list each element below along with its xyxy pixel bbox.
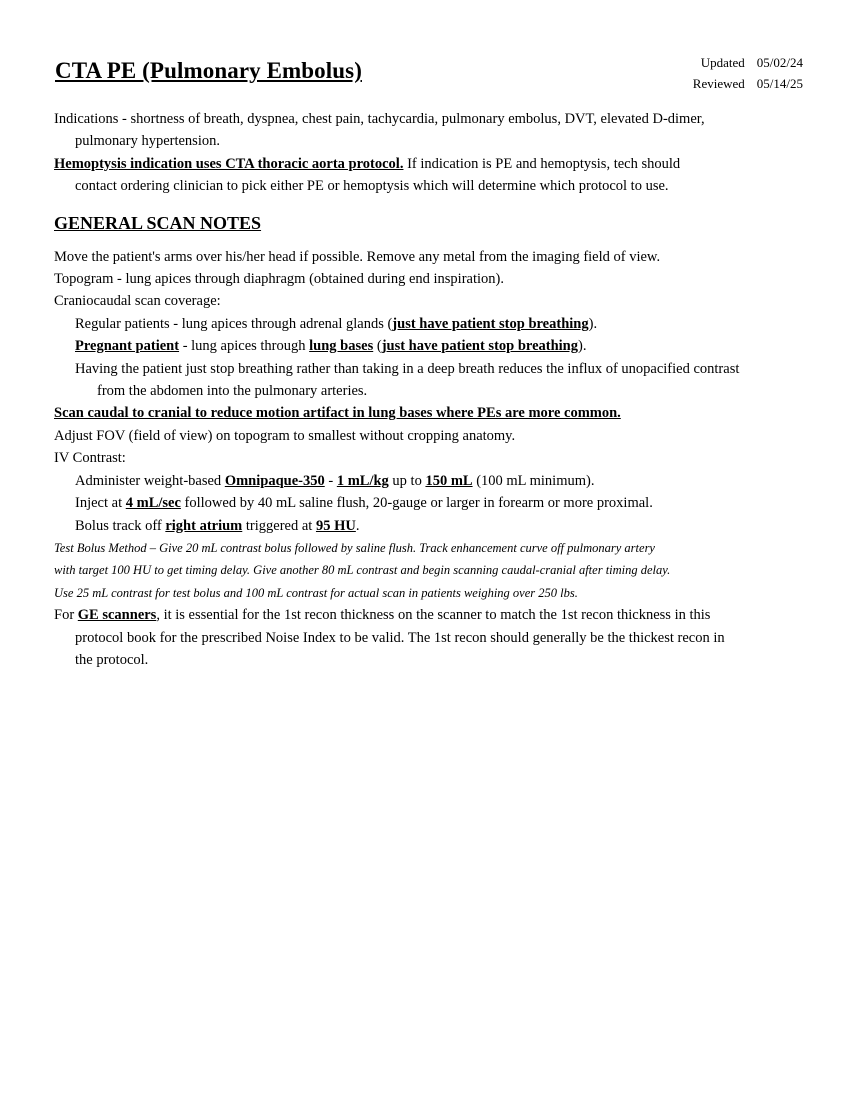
hemoptysis-line-1 <box>54 153 804 175</box>
lung-bases-emphasis: lung bases <box>309 338 374 355</box>
hemoptysis-emphasis: Hemoptysis indication uses CTA thoracic aorta protocol. <box>54 155 404 172</box>
reviewed-label: Reviewed <box>692 76 745 91</box>
inject-rate: 4 mL/sec <box>125 495 181 512</box>
regular-end: ). <box>588 315 598 332</box>
reviewed-row <box>675 73 803 94</box>
hemoptysis-line-2: contact ordering clinician to pick either PE or hemoptysis which will determine which protocol to use. <box>75 178 669 195</box>
updated-label: Updated <box>700 55 745 70</box>
pregnant-text: - lung apices through <box>179 338 310 355</box>
breathing-note-line-2: from the abdomen into the pulmonary arteries. <box>97 383 368 400</box>
iv-contrast-heading: IV Contrast: <box>54 450 126 467</box>
bolus-text: Bolus track off <box>75 517 166 534</box>
ge-scanners-line-2: protocol book for the prescribed Noise Index to be valid. The 1st recon should generally be the thickest recon in <box>75 629 725 646</box>
ge-scanners-line-3: the protocol. <box>75 651 149 668</box>
contrast-agent: Omnipaque-350 <box>224 472 325 489</box>
topogram-note: Topogram - lung apices through diaphragm (obtained during end inspiration). <box>54 271 504 288</box>
ge-text: For <box>54 607 78 624</box>
section-heading: GENERAL SCAN NOTES <box>54 212 262 233</box>
page-title: CTA PE (Pulmonary Embolus) <box>55 58 362 83</box>
pregnant-patient-note <box>54 335 804 357</box>
administer-text: Administer weight-based <box>75 472 225 489</box>
test-bolus-line-3: Use 25 mL contrast for test bolus and 100 mL contrast for actual scan in patients weighing over 250 lbs. <box>54 585 578 600</box>
pregnant-paren: ( <box>373 338 382 355</box>
revision-dates <box>675 52 803 94</box>
bolus-end: . <box>355 517 360 534</box>
administer-note <box>54 470 804 492</box>
test-bolus-line-2: with target 100 HU to get timing delay. Give another 80 mL contrast and begin scanning caudal-cranial after timing delay. <box>54 563 671 578</box>
hemoptysis-text: If indication is PE and hemoptysis, tech should <box>403 155 681 172</box>
updated-row <box>675 52 803 73</box>
updated-date: 05/02/24 <box>756 55 803 70</box>
regular-patients-note <box>54 313 804 335</box>
ge-scanners-emphasis: GE scanners <box>77 607 157 624</box>
max-dose: 150 mL <box>425 472 473 489</box>
pregnant-end: ). <box>578 338 587 355</box>
indications-line-1: Indications - shortness of breath, dyspnea, chest pain, tachycardia, pulmonary embolus, DVT, elevated D-dimer, <box>54 111 705 127</box>
breathing-note-line-1: Having the patient just stop breathing rather than taking in a deep breath reduces the influx of unopacified contrast <box>75 360 740 377</box>
regular-emphasis: just have patient stop breathing <box>392 315 589 332</box>
ge-scanners-line-1 <box>54 604 804 626</box>
fov-note: Adjust FOV (field of view) on topogram to smallest without cropping anatomy. <box>54 427 516 444</box>
regular-text: Regular patients - lung apices through adrenal glands ( <box>75 315 393 332</box>
coverage-heading: Craniocaudal scan coverage: <box>54 293 221 310</box>
arms-note: Move the patient's arms over his/her head if possible. Remove any metal from the imaging field of view. <box>54 248 661 265</box>
min-dose: (100 mL minimum). <box>472 472 595 489</box>
test-bolus-line-1: Test Bolus Method – Give 20 mL contrast bolus followed by saline flush. Track enhancement curve off pulmonary artery <box>54 540 655 555</box>
inject-text: Inject at <box>75 495 126 512</box>
bolus-track-note <box>54 515 804 537</box>
ge-rest: , it is essential for the 1st recon thickness on the scanner to match the 1st recon thickness in this <box>156 607 711 624</box>
inject-note <box>54 492 804 514</box>
reviewed-date: 05/14/25 <box>756 76 803 91</box>
bolus-trigger-text: triggered at <box>242 517 316 534</box>
pregnant-emphasis: Pregnant patient <box>75 338 180 355</box>
dose-per-kg: 1 mL/kg <box>336 472 389 489</box>
bolus-location: right atrium <box>165 517 243 534</box>
inject-rest: followed by 40 mL saline flush, 20-gauge or larger in forearm or more proximal. <box>180 495 653 512</box>
protocol-body <box>54 108 804 671</box>
administer-dash: - <box>324 472 337 489</box>
indications-line-2: pulmonary hypertension. <box>75 133 220 150</box>
pregnant-stop-breathing-emphasis: just have patient stop breathing <box>381 338 578 355</box>
administer-upto: up to <box>388 472 426 489</box>
bolus-threshold: 95 HU <box>315 517 356 534</box>
caudal-cranial-note: Scan caudal to cranial to reduce motion artifact in lung bases where PEs are more common. <box>54 405 621 422</box>
